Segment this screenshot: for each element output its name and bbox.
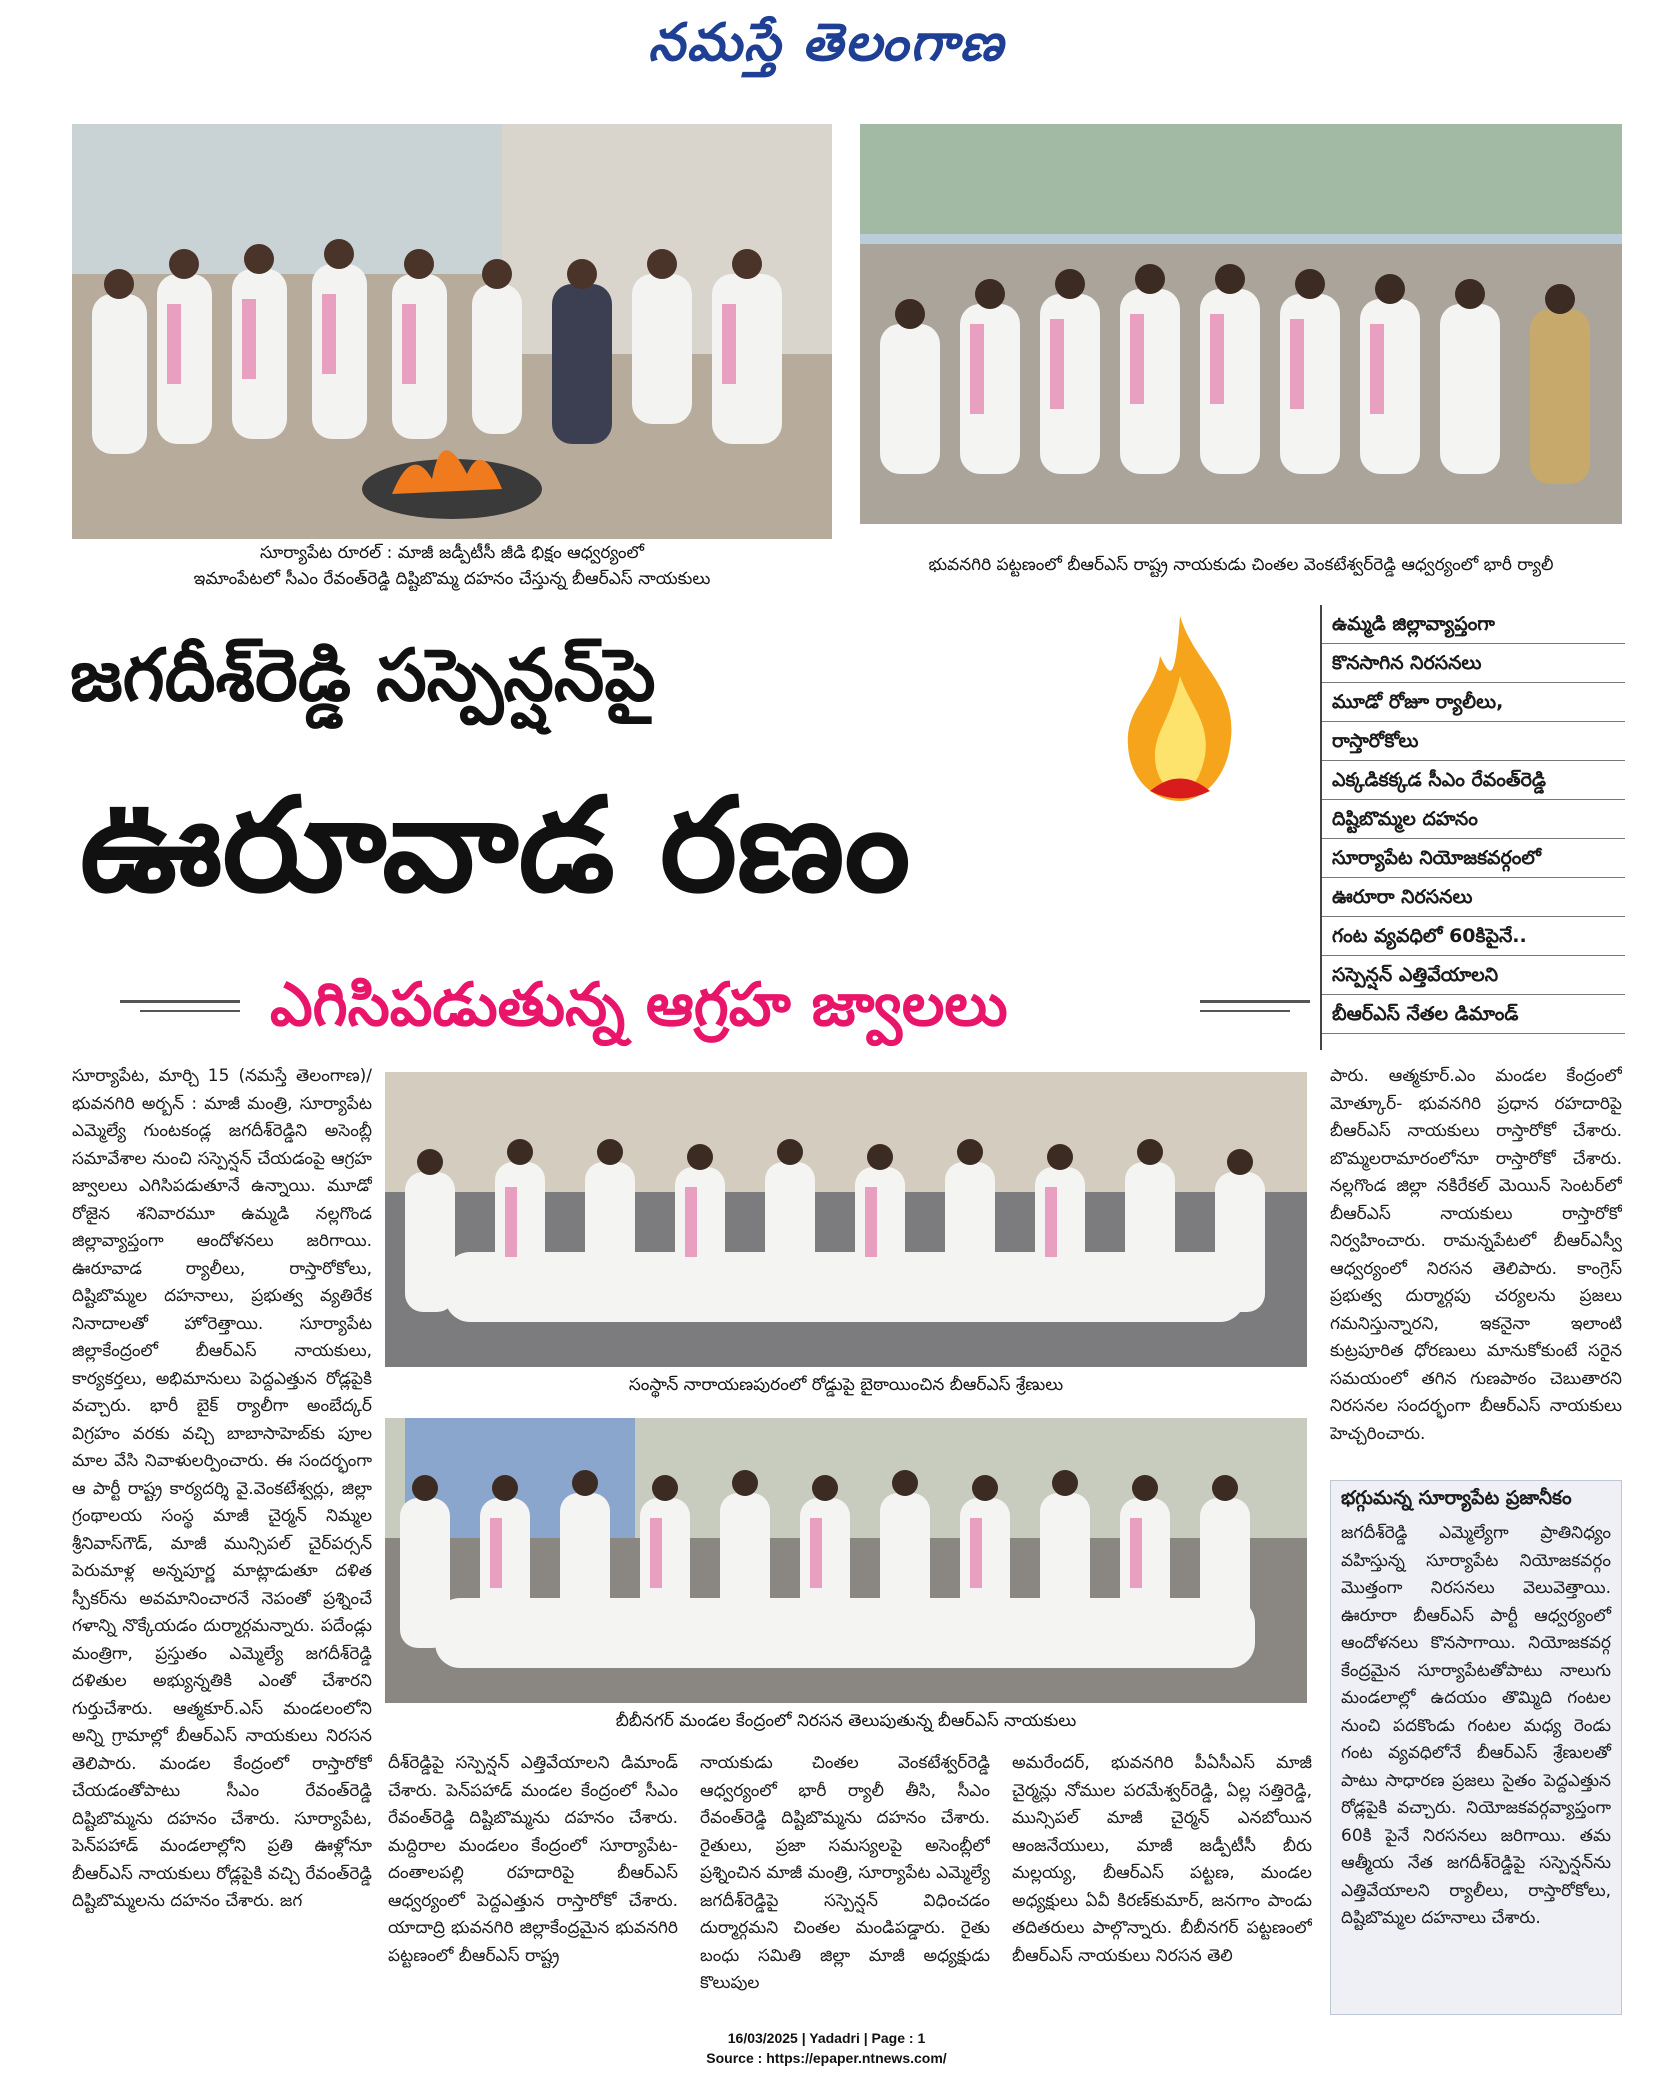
- masthead-logo: నమస్తే తెలంగాణ: [648, 12, 1005, 73]
- key-point: ఎక్కడికక్కడ సీఎం రేవంత్‌రెడ్డి: [1322, 761, 1625, 800]
- headline-main: ఊరూవాడ రణం: [80, 769, 911, 921]
- article-column-4: అమరేందర్, భువనగిరి పీఏసీఎస్ మాజీ చైర్మన్లు నోముల పరమేశ్వర్‌రెడ్డి, ఏల్ల సత్తిరెడ్డి, మున్సిపల్ మాజీ చైర్మన్ ఎనబోయిన ఆంజనేయులు, మాజీ జడ్పీటీసీ బీరు మల్లయ్య, బీఆర్‌ఎస్ పట్టణ, మండల అధ్యక్షులు ఏవీ కిరణ్‌కుమార్, జనగాం పాండు తదితరులు పాల్గొన్నారు. బీబీనగర్ పట్టణంలో బీఆర్‌ఎస్ నాయకులు నిరసన తెలి: [1012, 1753, 1312, 1966]
- article-column-5: పారు. ఆత్మకూర్.ఎం మండల కేంద్రంలో మోత్కూర్- భువనగిరి ప్రధాన రహదారిపై బీఆర్‌ఎస్ నాయకులు రాస్తారోకో చేశారు. బొమ్మలరామారంలోనూ రాస్తారోకో చేశారు. నల్లగొండ జిల్లా నకిరేకల్ మెయిన్ సెంటర్‌లో బీఆర్‌ఎస్ నాయకులు రాస్తారోకో నిర్వహించారు. రామన్నపేటలో బీఆర్‌ఎస్వీ ఆధ్వర్యంలో నిరసన తెలిపారు. కాంగ్రెస్ ప్రభుత్వ దుర్మార్గపు చర్యలను ప్రజలు గమనిస్తున్నారని, ఇకనైనా ఇలాంటి కుట్రపూరిత ధోరణులు మానుకోకుంటే సరైన సమయంలో తగిన గుణపాఠం చెబుతారని నిరసనల సందర్భంగా బీఆర్‌ఎస్ నాయకులు హెచ్చరించారు.: [1330, 1066, 1622, 1444]
- key-point: సూర్యాపేట నియోజకవర్గంలో: [1322, 839, 1625, 878]
- sit-in-photo-illustration: [385, 1072, 1307, 1367]
- sidebar-box-title: భగ్గుమన్న సూర్యాపేట ప్రజానీకం: [1341, 1487, 1572, 1509]
- headline-kicker: జగదీశ్‌రెడ్డి సస్పెన్షన్‌పై: [70, 633, 656, 717]
- photo-protest-bibinagar: [385, 1418, 1307, 1703]
- bibinagar-photo-illustration: [385, 1418, 1307, 1703]
- key-point: మూడో రోజూ ర్యాలీలు,: [1322, 683, 1625, 722]
- caption-line-1: సూర్యాపేట రూరల్ : మాజీ జడ్పీటీసీ జీడి భిక్షం ఆధ్వర్యంలో: [259, 543, 645, 563]
- photo-effigy-burning: [72, 124, 832, 539]
- lower-photo-caption: బీబీనగర్ మండల కేంద్రంలో నిరసన తెలుపుతున్న బీఆర్‌ఎస్ నాయకులు: [615, 1711, 1077, 1731]
- footer-source: Source : https://epaper.ntnews.com/: [706, 2050, 947, 2066]
- sidebar-box-text: జగదీశ్‌రెడ్డి ఎమ్మెల్యేగా ప్రాతినిధ్యం వహిస్తున్న సూర్యాపేట నియోజకవర్గం మొత్తంగా నిరసనలు వెలువెత్తాయి. ఊరూరా బీఆర్‌ఎస్ పార్టీ ఆధ్వర్యంలో ఆందోళనలు కొనసాగాయి. నియోజకవర్గ కేంద్రమైన సూర్యాపేటతోపాటు నాలుగు మండలాల్లో ఉదయం తొమ్మిది గంటల నుంచి పదకొండు గంటల మధ్య రెండు గంట వ్యవధిలోనే బీఆర్‌ఎస్ శ్రేణులతో పాటు సాధారణ ప్రజలు సైతం పెద్దఎత్తున రోడ్లపైకి వచ్చారు. నియోజకవర్గవ్యాప్తంగా 60కి పైనే నిరసనలు జరిగాయి. తమ ఆత్మీయ నేత జగదీశ్‌రెడ్డిపై సస్పెన్షన్‌ను ఎత్తివేయాలని ర్యాలీలు, రాస్తారోకోలు, దిష్టిబొమ్మల దహనాలు చేశారు.: [1341, 1523, 1611, 1928]
- article-column-3: నాయకుడు చింతల వెంకటేశ్వర్‌రెడ్డి ఆధ్వర్యంలో భారీ ర్యాలీ తీసి, సీఎం రేవంత్‌రెడ్డి దిష్టిబొమ్మను దహనం చేశారు. రైతులు, ప్రజా సమస్యలపై అసెంబ్లీలో ప్రశ్నించిన మాజీ మంత్రి, సూర్యాపేట ఎమ్మెల్యే జగదీశ్‌రెడ్డిపై సస్పెన్షన్ విధించడం దుర్మార్గమని చింతల మండిపడ్డారు. రైతు బంధు సమితి జిల్లా మాజీ అధ్యక్షుడు కొలుపుల: [700, 1753, 990, 1993]
- divider-right-2: [1200, 1010, 1290, 1012]
- photo-rally: [860, 124, 1622, 524]
- sidebar-box: [1330, 1480, 1622, 2015]
- key-point: సస్పెన్షన్ ఎత్తివేయాలని: [1322, 956, 1625, 995]
- effigy-photo-illustration: [72, 124, 832, 539]
- key-point: ఉమ్మడి జిల్లావ్యాప్తంగా: [1322, 605, 1625, 644]
- key-point: బీఆర్‌ఎస్ నేతల డిమాండ్: [1322, 995, 1625, 1034]
- rally-photo-illustration: [860, 124, 1622, 524]
- footer-date-edition: 16/03/2025 | Yadadri | Page : 1: [727, 2030, 926, 2046]
- divider-left-2: [140, 1010, 240, 1012]
- divider-right: [1200, 1000, 1310, 1003]
- mid-photo-caption: సంస్థాన్ నారాయణపురంలో రోడ్డుపై బైఠాయించిన బీఆర్‌ఎస్ శ్రేణులు: [628, 1375, 1064, 1395]
- photo-sit-in-narayanapuram: [385, 1072, 1307, 1367]
- key-point: కొనసాగిన నిరసనలు: [1322, 644, 1625, 683]
- article-column-2: దీశ్‌రెడ్డిపై సస్పెన్షన్ ఎత్తివేయాలని డిమాండ్ చేశారు. పెన్‌పహాడ్ మండల కేంద్రంలో సీఎం రేవంత్‌రెడ్డి దిష్టిబొమ్మను దహనం చేశారు. మద్దిరాల మండలం కేంద్రంలో సూర్యాపేట-దంతాలపల్లి రహదారిపై బీఆర్‌ఎస్ ఆధ్వర్యంలో పెద్దఎత్తున రాస్తారోకో చేశారు. యాదాద్రి భువనగిరి జిల్లాకేంద్రమైన భువనగిరి పట్టణంలో బీఆర్‌ఎస్ రాష్ట్ర: [388, 1753, 678, 1966]
- key-point: రాస్తారోకోలు: [1322, 722, 1625, 761]
- top-left-caption: [72, 540, 832, 596]
- headline-subhead: ఎగిసిపడుతున్న ఆగ్రహ జ్వాలలు: [270, 970, 1008, 1040]
- key-point: దిష్టిబొమ్మల దహనం: [1322, 800, 1625, 839]
- top-right-caption: భువనగిరి పట్టణంలో బీఆర్‌ఎస్ రాష్ట్ర నాయకుడు చింతల వెంకటేశ్వర్‌రెడ్డి ఆధ్వర్యంలో భారీ ర్యాలీ: [928, 555, 1554, 575]
- key-points-list: [1320, 605, 1625, 1050]
- divider-left: [120, 1000, 240, 1003]
- article-column-1: సూర్యాపేట, మార్చి 15 (నమస్తే తెలంగాణ)/భువనగిరి అర్బన్ : మాజీ మంత్రి, సూర్యాపేట ఎమ్మెల్యే గుంటకండ్ల జగదీశ్‌రెడ్డిని అసెంబ్లీ సమావేశాల నుంచి సస్పెన్షన్ చేయడంపై ఆగ్రహ జ్వాలలు ఎగిసిపడుతూనే ఉన్నాయి. మూడో రోజైన శనివారమూ ఉమ్మడి నల్లగొండ జిల్లావ్యాప్తంగా ఆందోళనలు జరిగాయి. ఊరూవాడ ర్యాలీలు, రాస్తారోకోలు, దిష్టిబొమ్మల దహనాలు, ప్రభుత్వ వ్యతిరేక నినాదాలతో హోరెత్తాయి. సూర్యాపేట జిల్లాకేంద్రంలో బీఆర్‌ఎస్ నాయకులు, కార్యకర్తలు, అభిమానులు పెద్దఎత్తున రోడ్లపైకి వచ్చారు. భారీ బైక్ ర్యాలీగా అంబేద్కర్ విగ్రహం వరకు వచ్చి బాబాసాహెబ్‌కు పూల మాల వేసి నివాళులర్పించారు. ఈ సందర్భంగా ఆ పార్టీ రాష్ట్ర కార్యదర్శి వై.వెంకటేశ్వర్లు, జిల్లా గ్రంథాలయ సంస్థ మాజీ చైర్మన్ నిమ్మల శ్రీనివాస్‌గౌడ్, మాజీ మున్సిపల్ చైర్‌పర్సన్ పెరుమాళ్ల అన్నపూర్ణ మాట్లాడుతూ దళిత స్పీకర్‌ను అవమానించారనే నెపంతో ప్రశ్నించే గళాన్ని నొక్కేయడం దుర్మార్గమన్నారు. పదేండ్లు మంత్రిగా, ప్రస్తుతం ఎమ్మెల్యే జగదీశ్‌రెడ్డి దళితుల అభ్యున్నతికి ఎంతో చేశారని గుర్తుచేశారు. ఆత్మకూర్.ఎస్ మండలంలోని అన్ని గ్రామాల్లో బీఆర్‌ఎస్ నాయకులు నిరసన తెలిపారు. మండల కేంద్రంలో రాస్తారోకో చేయడంతోపాటు సీఎం రేవంత్‌రెడ్డి దిష్టిబొమ్మను దహనం చేశారు. సూర్యాపేట, పెన్‌పహాడ్ మండలాల్లోని ప్రతి ఊళ్లోనూ బీఆర్‌ఎస్ నాయకులు రోడ్లపైకి వచ్చి రేవంత్‌రెడ్డి దిష్టిబొమ్మలను దహనం చేశారు. జగ: [72, 1066, 372, 1911]
- key-point: గంట వ్యవధిలో 60కిపైనే..: [1322, 917, 1625, 956]
- caption-line-2: ఇమాంపేటలో సీఎం రేవంత్‌రెడ్డి దిష్టిబొమ్మ దహనం చేస్తున్న బీఆర్‌ఎస్ నాయకులు: [193, 569, 711, 589]
- key-point: ఊరూరా నిరసనలు: [1322, 878, 1625, 917]
